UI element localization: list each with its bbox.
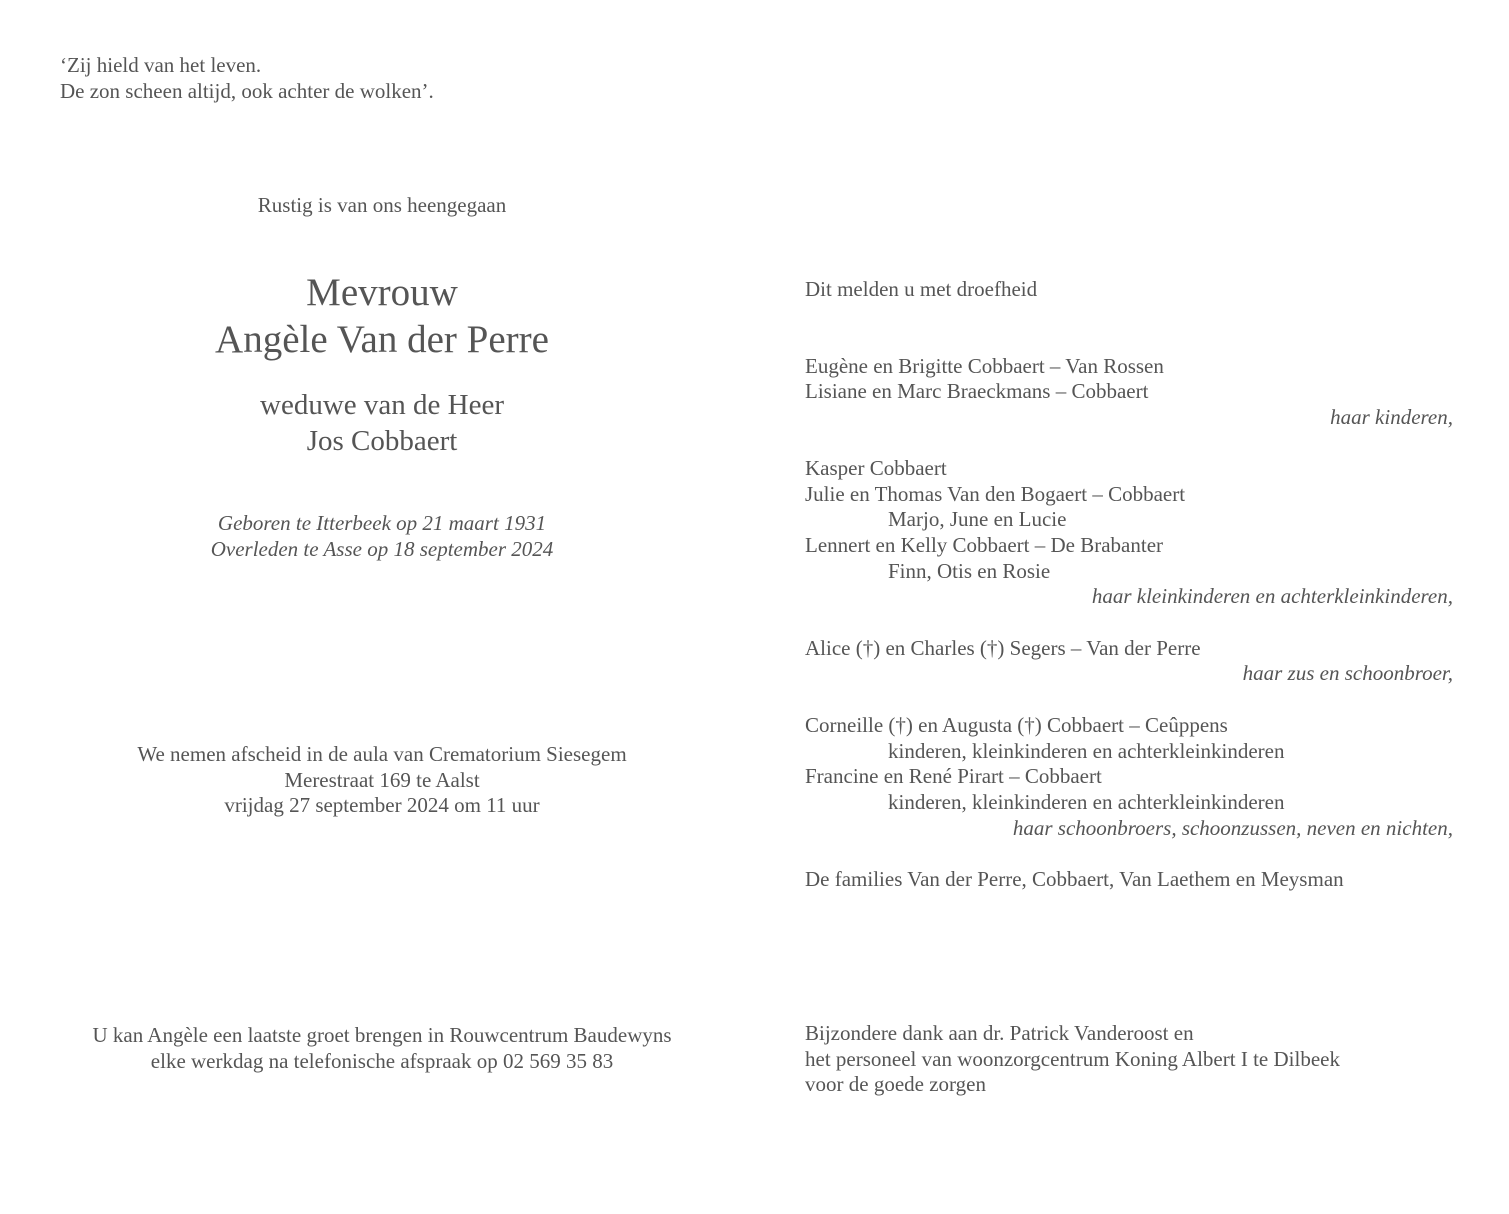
families-line: De families Van der Perre, Cobbaert, Van Laethem en Meysman (805, 867, 1344, 891)
inlaws-line-2: kinderen, kleinkinderen en achterkleinkinderen (888, 739, 1285, 763)
farewell-line-2: Merestraat 169 te Aalst (284, 768, 480, 792)
grandchildren-line-4: Lennert en Kelly Cobbaert – De Brabanter (805, 533, 1164, 557)
children-line-1: Eugène en Brigitte Cobbaert – Van Rossen (805, 354, 1164, 378)
grandchildren-role: haar kleinkinderen en achterkleinkinderen, (1091, 584, 1453, 608)
inlaws-line-4: kinderen, kleinkinderen en achterkleinkinderen (888, 790, 1285, 814)
deceased-name: Angèle Van der Perre (215, 318, 549, 361)
inlaws-line-3: Francine en René Pirart – Cobbaert (805, 764, 1102, 788)
grandchildren-line-5: Finn, Otis en Rosie (888, 559, 1051, 583)
thanks-line-3: voor de goede zorgen (805, 1072, 986, 1096)
inlaws-role: haar schoonbroers, schoonzussen, neven en nichten, (1012, 816, 1453, 840)
sister-role: haar zus en schoonbroer, (1242, 661, 1453, 685)
farewell-line-1: We nemen afscheid in de aula van Crematorium Siesegem (137, 742, 627, 766)
thanks-line-2: het personeel van woonzorgcentrum Koning Albert I te Dilbeek (805, 1047, 1340, 1071)
grandchildren-line-1: Kasper Cobbaert (805, 456, 947, 480)
quote-line-2: De zon scheen altijd, ook achter de wolken’. (60, 79, 434, 103)
death-info: Overleden te Asse op 18 september 2024 (210, 537, 554, 561)
quote-line-1: ‘Zij hield van het leven. (60, 53, 262, 77)
inlaws-line-1: Corneille (†) en Augusta (†) Cobbaert – Ceûppens (805, 713, 1228, 737)
intro-text: Rustig is van ons heengegaan (257, 193, 507, 217)
grandchildren-line-2: Julie en Thomas Van den Bogaert – Cobbaert (805, 482, 1186, 506)
widow-line-2: Jos Cobbaert (306, 425, 458, 457)
children-role: haar kinderen, (1330, 405, 1453, 429)
thanks-line-1: Bijzondere dank aan dr. Patrick Vanderoost en (805, 1021, 1194, 1045)
visit-line-1: U kan Angèle een laatste groet brengen in Rouwcentrum Baudewyns (92, 1023, 672, 1047)
farewell-line-3: vrijdag 27 september 2024 om 11 uur (224, 793, 540, 817)
visit-line-2: elke werkdag na telefonische afspraak op 02 569 35 83 (150, 1049, 614, 1073)
deceased-title: Mevrouw (306, 271, 458, 314)
sister-line-1: Alice (†) en Charles (†) Segers – Van der Perre (805, 636, 1201, 660)
children-line-2: Lisiane en Marc Braeckmans – Cobbaert (805, 379, 1149, 403)
announce-text: Dit melden u met droefheid (805, 277, 1038, 301)
grandchildren-line-3: Marjo, June en Lucie (888, 507, 1067, 531)
birth-info: Geboren te Itterbeek op 21 maart 1931 (217, 511, 547, 535)
widow-line-1: weduwe van de Heer (260, 389, 504, 421)
